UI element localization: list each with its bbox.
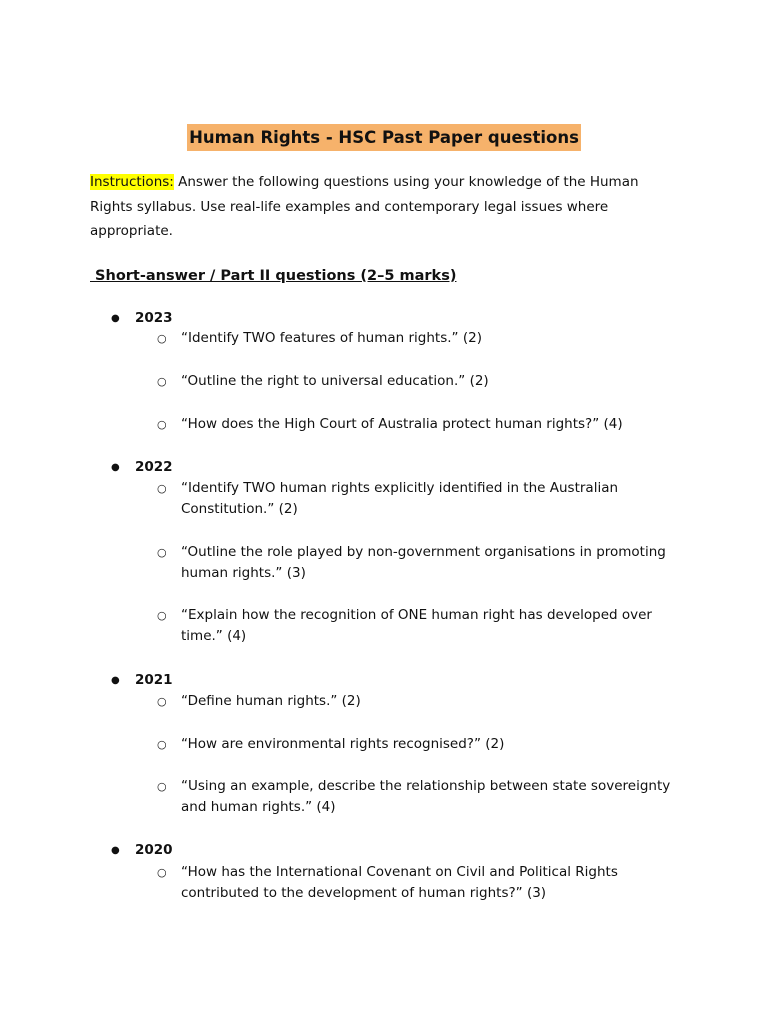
instructions-label: Instructions:	[90, 174, 174, 190]
question-item	[157, 371, 687, 392]
question-text: “Identify TWO human rights explicitly identified in the Australian Constitution.” (2)	[181, 480, 619, 517]
question-text: “Outline the right to universal education.” (2)	[181, 373, 489, 389]
bullet-icon: ●	[111, 313, 120, 324]
year-item-2022	[111, 457, 173, 478]
question-item	[157, 414, 687, 435]
question-item	[157, 691, 687, 712]
question-item	[157, 734, 687, 755]
bullet-icon: ●	[111, 462, 120, 473]
question-item	[157, 862, 687, 904]
hollow-bullet-icon: ○	[157, 332, 167, 345]
year-item-2020	[111, 840, 173, 861]
question-text: “Explain how the recognition of ONE human right has developed over time.” (4)	[181, 607, 652, 644]
year-label: 2020	[135, 842, 173, 858]
hollow-bullet-icon: ○	[157, 546, 167, 559]
question-text: “How are environmental rights recognised?” (2)	[181, 736, 505, 752]
bullet-icon: ●	[111, 845, 120, 856]
hollow-bullet-icon: ○	[157, 482, 167, 495]
question-text: “Outline the role played by non-government organisations in promoting human rights.” (3)	[181, 544, 666, 581]
hollow-bullet-icon: ○	[157, 418, 167, 431]
year-label: 2021	[135, 672, 173, 688]
hollow-bullet-icon: ○	[157, 866, 167, 879]
question-item	[157, 605, 687, 647]
year-label: 2022	[135, 459, 173, 475]
document-title: Human Rights - HSC Past Paper questions	[187, 124, 581, 151]
question-text: “How does the High Court of Australia protect human rights?” (4)	[181, 416, 623, 432]
year-item-2023	[111, 308, 173, 329]
hollow-bullet-icon: ○	[157, 695, 167, 708]
bullet-icon: ●	[111, 675, 120, 686]
question-text: “Using an example, describe the relationship between state sovereignty and human rights.” (4)	[181, 778, 671, 815]
question-item	[157, 478, 687, 520]
hollow-bullet-icon: ○	[157, 738, 167, 751]
question-text: “Define human rights.” (2)	[181, 693, 361, 709]
hollow-bullet-icon: ○	[157, 780, 167, 793]
year-label: 2023	[135, 310, 173, 326]
question-item	[157, 776, 687, 818]
hollow-bullet-icon: ○	[157, 375, 167, 388]
year-item-2021	[111, 670, 173, 691]
instructions-text: Answer the following questions using your knowledge of the Human Rights syllabus. Use real-life examples and contemporary legal issues where appropriate.	[90, 174, 639, 239]
question-text: “How has the International Covenant on Civil and Political Rights contributed to the development of human rights?” (3)	[181, 864, 618, 901]
hollow-bullet-icon: ○	[157, 609, 167, 622]
question-item	[157, 542, 687, 584]
question-text: “Identify TWO features of human rights.” (2)	[181, 330, 482, 346]
question-item	[157, 328, 687, 349]
section-heading: Short-answer / Part II questions (2–5 marks)	[90, 268, 457, 284]
